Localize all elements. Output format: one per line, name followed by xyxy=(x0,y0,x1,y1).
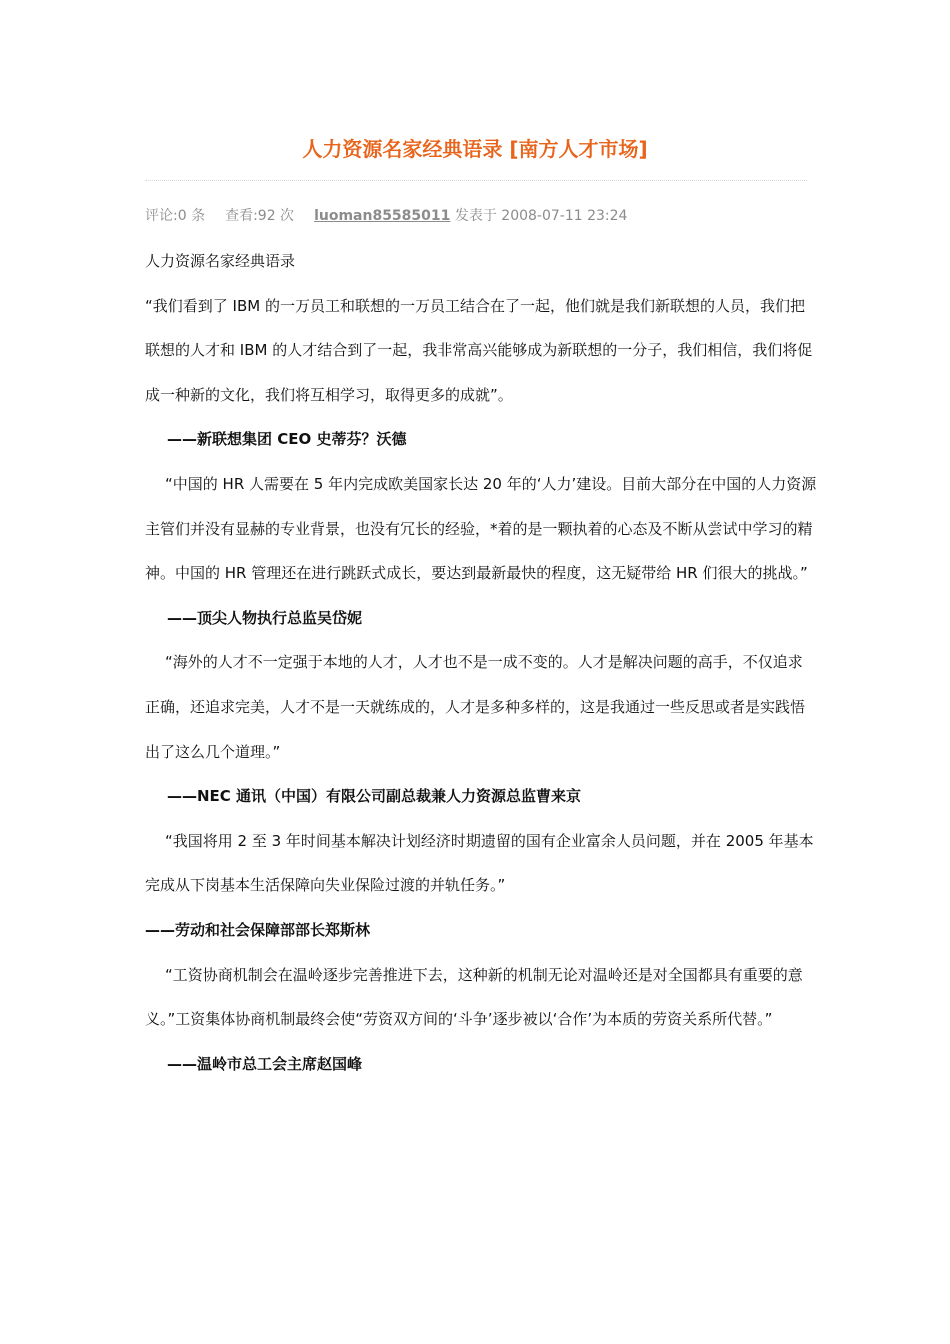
quote-paragraph: “工资协商机制会在温岭逐步完善推进下去，这种新的机制无论对温岭还是对全国都具有重要的意义。”工资集体协商机制最终会使“劳资双方间的‘斗争’逐步被以‘合作’为本质的劳资关系所代替。” xyxy=(145,965,803,1029)
article-body xyxy=(145,239,817,1086)
quote-attribution: ——新联想集团 CEO 史蒂芬？沃德 xyxy=(167,430,407,449)
view-count: 查看:92 次 xyxy=(225,208,295,224)
article-meta xyxy=(145,206,627,226)
post-date: 发表于 2008-07-11 23:24 xyxy=(454,208,628,224)
quote-paragraph: “海外的人才不一定强于本地的人才，人才也不是一成不变的。人才是解决问题的高手，不仅追求正确，还追求完美，人才不是一天就练成的，人才是多种多样的，这是我通过一些反思或者是实践悟出了这么几个道理。” xyxy=(145,653,806,761)
quote-attribution: ——温岭市总工会主席赵国峰 xyxy=(167,1054,363,1073)
quote-attribution: ——NEC 通讯（中国）有限公司副总裁兼人力资源总监曹来京 xyxy=(167,787,582,806)
quote-paragraph: “我国将用 2 至 3 年时间基本解决计划经济时期遗留的国有企业富余人员问题，并在 2005 年基本完成从下岗基本生活保障向失业保险过渡的并轨任务。” xyxy=(145,831,814,895)
author-link[interactable]: luoman85585011 xyxy=(314,208,451,224)
comment-count[interactable]: 评论:0 条 xyxy=(145,208,206,224)
title-divider xyxy=(145,180,807,181)
article-heading-line: 人力资源名家经典语录 xyxy=(145,252,296,270)
quote-attribution: ——顶尖人物执行总监吴岱妮 xyxy=(167,608,363,627)
article-title: 人力资源名家经典语录 [南方人才市场] xyxy=(302,137,648,161)
quote-paragraph: “我们看到了 IBM 的一万员工和联想的一万员工结合在了一起，他们就是我们新联想的人员，我们把联想的人才和 IBM 的人才结合到了一起，我非常高兴能够成为新联想的一分子，我们相信，我们将促成一种新的文化，我们将互相学习，取得更多的成就”。 xyxy=(145,296,813,404)
quote-attribution: ——劳动和社会保障部部长郑斯林 xyxy=(145,920,371,939)
quote-paragraph: “中国的 HR 人需要在 5 年内完成欧美国家长达 20 年的‘人力’建设。目前大部分在中国的人力资源主管们并没有显赫的专业背景，也没有冗长的经验，*着的是一颗执着的心态及不断从尝试中学习的精神。中国的 HR 管理还在进行跳跃式成长，要达到最新最快的程度，这无疑带给 HR 们很大的挑战。” xyxy=(145,474,817,583)
